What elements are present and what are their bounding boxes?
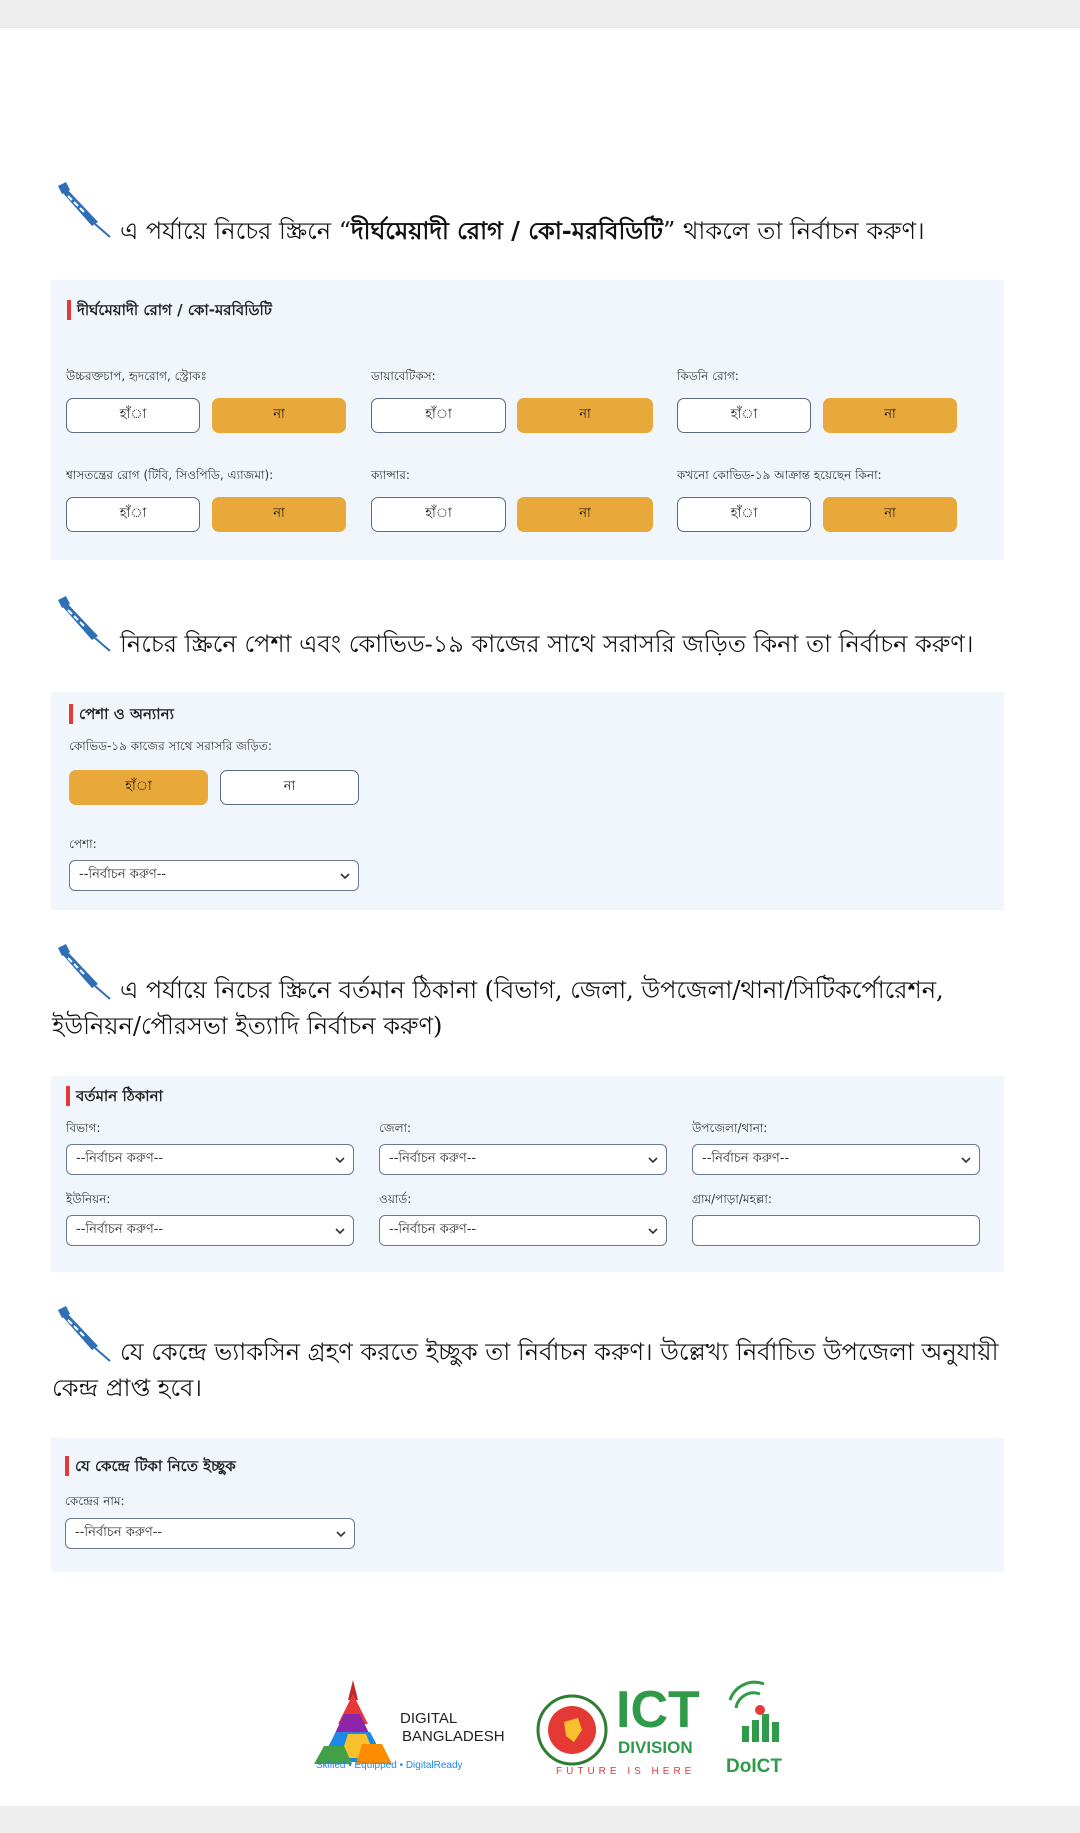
syringe-icon: [52, 182, 112, 238]
upazila-label: উপজেলা/থানা:: [692, 1121, 768, 1135]
district-select[interactable]: [379, 1144, 667, 1175]
ward-label: ওয়ার্ড:: [379, 1192, 412, 1206]
occupation-instruction: নিচের স্ক্রিনে পেশা এবং কোভিড-১৯ কাজের সাথে সরাসরি জড়িত কিনা তা নির্বাচন করুণ।: [120, 630, 974, 658]
panel-title: বর্তমান ঠিকানা: [66, 1086, 163, 1106]
panel-title: পেশা ও অন্যান্য: [69, 704, 174, 724]
doict-label: DoICT: [726, 1756, 782, 1777]
digital-bangladesh-tagline: Skilled • Equipped • DigitalReady: [316, 1760, 463, 1771]
chevron-down-icon: [960, 1154, 972, 1166]
covid-history-yes-button[interactable]: হাঁা: [677, 497, 811, 532]
diabetes-label: ডায়াবেটিকস:: [371, 369, 436, 383]
hypertension-no-button[interactable]: না: [212, 398, 346, 433]
division-label: বিভাগ:: [66, 1121, 101, 1135]
occupation-panel: [51, 692, 1004, 910]
district-label: জেলা:: [379, 1121, 412, 1135]
chevron-down-icon: [339, 870, 351, 882]
division-select[interactable]: [66, 1144, 354, 1175]
select-value: --নির্বাচন করুণ--: [389, 1151, 477, 1166]
union-label: ইউনিয়ন:: [66, 1192, 111, 1206]
government-seal-icon: [536, 1694, 608, 1766]
kidney-yes-button[interactable]: হাঁা: [677, 398, 811, 433]
covid-work-label: কোভিড-১৯ কাজের সাথে সরাসরি জড়িত:: [69, 739, 272, 753]
covid-work-no-button[interactable]: না: [220, 770, 359, 805]
panel-title: যে কেন্দ্রে টিকা নিতে ইচ্ছুক: [65, 1456, 236, 1476]
browser-top-bar: [0, 0, 1080, 28]
step-comorbidity: [52, 182, 1012, 252]
upazila-select[interactable]: [692, 1144, 980, 1175]
respiratory-no-button[interactable]: না: [212, 497, 346, 532]
ward-select[interactable]: [379, 1215, 667, 1246]
vaccine-center-panel: [51, 1438, 1004, 1572]
hypertension-yes-button[interactable]: হাঁা: [66, 398, 200, 433]
respiratory-yes-button[interactable]: হাঁা: [66, 497, 200, 532]
address-panel: [51, 1076, 1004, 1272]
instruction-text: এ পর্যায়ে নিচের স্ক্রিনে “: [120, 217, 351, 245]
diabetes-yes-button[interactable]: হাঁা: [371, 398, 506, 433]
occupation-select[interactable]: [69, 860, 359, 891]
occupation-label: পেশা:: [69, 837, 97, 851]
digital-bangladesh-logo-icon: [312, 1680, 394, 1770]
select-value: --নির্বাচন করুণ--: [79, 867, 167, 882]
ict-tagline: FUTURE IS HERE: [556, 1766, 696, 1777]
instruction-bold-text: দীর্ঘমেয়াদী রোগ / কো-মরবিডিটি: [350, 216, 663, 245]
syringe-icon: [52, 596, 112, 652]
chevron-down-icon: [334, 1225, 346, 1237]
center-instruction-line1: যে কেন্দ্রে ভ্যাকসিন গ্রহণ করতে ইচ্ছুক তা নির্বাচন করুণ। উল্লেখ্য নির্বাচিত উপজেলা অনুযায়ী: [120, 1338, 999, 1366]
ict-subtitle: DIVISION: [618, 1738, 693, 1757]
footer-logos: [312, 1676, 792, 1780]
cancer-no-button[interactable]: না: [517, 497, 653, 532]
diabetes-no-button[interactable]: না: [517, 398, 653, 433]
syringe-icon: [52, 1306, 112, 1362]
center-instruction-line2: কেন্দ্র প্রাপ্ত হবে।: [52, 1374, 202, 1402]
chevron-down-icon: [647, 1225, 659, 1237]
browser-bottom-bar: [0, 1806, 1080, 1833]
covid-work-yes-button[interactable]: হাঁা: [69, 770, 208, 805]
syringe-icon: [52, 944, 112, 1000]
doict-signal-icon: [724, 1678, 786, 1744]
center-name-label: কেন্দ্রের নাম:: [65, 1494, 125, 1508]
kidney-no-button[interactable]: না: [823, 398, 957, 433]
center-name-select[interactable]: [65, 1518, 355, 1549]
cancer-label: ক্যান্সার:: [371, 468, 410, 482]
step-occupation: [52, 596, 1012, 666]
chevron-down-icon: [335, 1528, 347, 1540]
village-label: গ্রাম/পাড়া/মহল্লা:: [692, 1192, 772, 1206]
address-instruction-line1: এ পর্যায়ে নিচের স্ক্রিনে বর্তমান ঠিকানা (বিভাগ, জেলা, উপজেলা/থানা/সিটিকর্পোরেশন,: [120, 976, 944, 1004]
respiratory-label: শ্বাসতন্ত্রের রোগ (টিবি, সিওপিডি, এ্যাজমা):: [66, 468, 274, 482]
select-value: --নির্বাচন করুণ--: [702, 1151, 790, 1166]
comorbidity-panel: [51, 280, 1004, 560]
instruction-text: ” থাকলে তা নির্বাচন করুণ।: [662, 217, 925, 245]
covid-history-label: কখনো কোভিড-১৯ আক্রান্ত হয়েছেন কিনা:: [677, 468, 882, 482]
digital-bangladesh-line1: DIGITAL: [400, 1710, 458, 1727]
chevron-down-icon: [647, 1154, 659, 1166]
select-value: --নির্বাচন করুণ--: [389, 1222, 477, 1237]
covid-history-no-button[interactable]: না: [823, 497, 957, 532]
comorbidity-instruction: [120, 212, 925, 250]
chevron-down-icon: [334, 1154, 346, 1166]
ict-title: ICT: [616, 1681, 700, 1739]
digital-bangladesh-line2: BANGLADESH: [402, 1728, 505, 1745]
hypertension-label: উচ্চরক্তচাপ, হৃদরোগ, স্ট্রোকঃ: [66, 369, 207, 383]
step-address: [52, 944, 1012, 1044]
kidney-label: কিডনি রোগ:: [677, 369, 739, 383]
select-value: --নির্বাচন করুণ--: [76, 1222, 164, 1237]
select-value: --নির্বাচন করুণ--: [76, 1151, 164, 1166]
union-select[interactable]: [66, 1215, 354, 1246]
village-input[interactable]: [692, 1215, 980, 1246]
select-value: --নির্বাচন করুণ--: [75, 1525, 163, 1540]
cancer-yes-button[interactable]: হাঁা: [371, 497, 506, 532]
address-instruction-line2: ইউনিয়ন/পৌরসভা ইত্যাদি নির্বাচন করুণ): [52, 1012, 443, 1040]
panel-title: দীর্ঘমেয়াদী রোগ / কো-মরবিডিটি: [67, 300, 272, 320]
step-vaccine-center: [52, 1306, 1012, 1406]
